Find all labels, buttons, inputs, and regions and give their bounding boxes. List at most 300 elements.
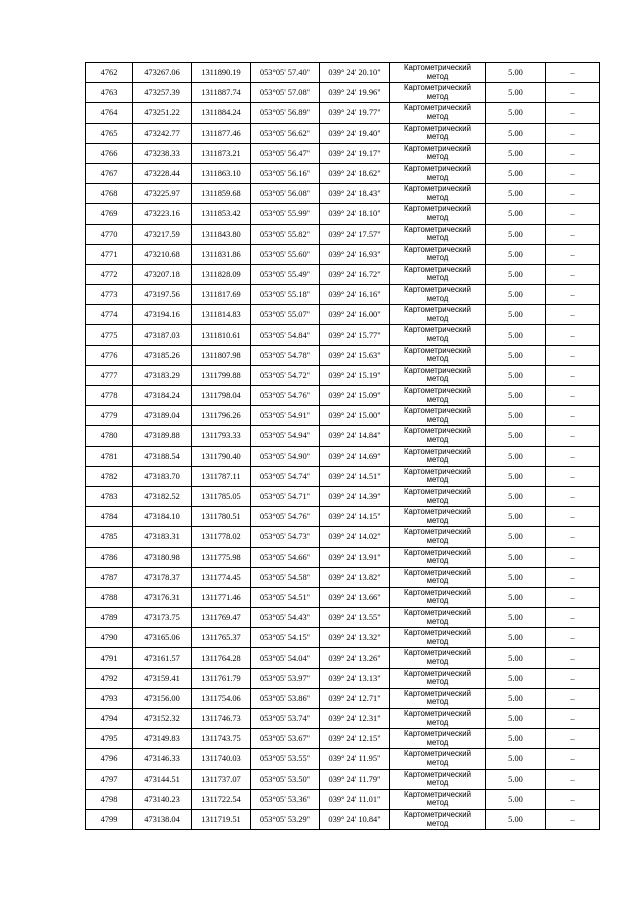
accuracy-cell: 5.00	[486, 386, 546, 406]
accuracy-cell: 5.00	[486, 204, 546, 224]
method-line-2: метод	[426, 71, 449, 81]
accuracy-cell: 5.00	[486, 83, 546, 103]
point-number-cell: 4770	[86, 224, 133, 244]
method-line-2: метод	[426, 192, 449, 202]
latitude-cell: 053°05' 53.29"	[251, 809, 320, 829]
x-coordinate-cell: 473144.51	[133, 769, 192, 789]
x-coordinate-cell: 473159.41	[133, 668, 192, 688]
accuracy-cell: 5.00	[486, 143, 546, 163]
table-row	[86, 244, 600, 264]
point-number-cell: 4774	[86, 305, 133, 325]
table-row	[86, 648, 600, 668]
latitude-cell: 053°05' 54.76"	[251, 507, 320, 527]
method-line-1: Картометрический	[404, 244, 471, 254]
x-coordinate-cell: 473182.52	[133, 486, 192, 506]
y-coordinate-cell: 1311761.79	[192, 668, 251, 688]
x-coordinate-cell: 473197.56	[133, 285, 192, 305]
y-coordinate-cell: 1311859.68	[192, 184, 251, 204]
method-cell	[390, 628, 486, 648]
accuracy-cell: 5.00	[486, 547, 546, 567]
method-line-2: метод	[426, 434, 449, 444]
note-cell: –	[546, 63, 600, 83]
x-coordinate-cell: 473184.24	[133, 386, 192, 406]
accuracy-cell: 5.00	[486, 527, 546, 547]
method-line-1: Картометрический	[404, 184, 471, 194]
method-cell	[390, 386, 486, 406]
x-coordinate-cell: 473176.31	[133, 587, 192, 607]
y-coordinate-cell: 1311814.83	[192, 305, 251, 325]
accuracy-cell: 5.00	[486, 446, 546, 466]
method-line-2: метод	[426, 152, 449, 162]
longitude-cell: 039° 24' 15.00"	[320, 406, 390, 426]
table-row	[86, 446, 600, 466]
y-coordinate-cell: 1311790.40	[192, 446, 251, 466]
note-cell: –	[546, 244, 600, 264]
method-line-2: метод	[426, 778, 449, 788]
longitude-cell: 039° 24' 14.51"	[320, 466, 390, 486]
x-coordinate-cell: 473146.33	[133, 749, 192, 769]
method-line-1: Картометрический	[404, 608, 471, 618]
method-cell	[390, 608, 486, 628]
point-number-cell: 4798	[86, 789, 133, 809]
method-cell	[390, 204, 486, 224]
note-cell: –	[546, 527, 600, 547]
x-coordinate-cell: 473138.04	[133, 809, 192, 829]
latitude-cell: 053°05' 54.71"	[251, 486, 320, 506]
y-coordinate-cell: 1311722.54	[192, 789, 251, 809]
method-cell	[390, 244, 486, 264]
method-cell	[390, 547, 486, 567]
table-row	[86, 466, 600, 486]
note-cell: –	[546, 688, 600, 708]
table-row	[86, 668, 600, 688]
y-coordinate-cell: 1311775.98	[192, 547, 251, 567]
table-row	[86, 729, 600, 749]
method-line-2: метод	[426, 374, 449, 384]
y-coordinate-cell: 1311719.51	[192, 809, 251, 829]
latitude-cell: 053°05' 55.49"	[251, 264, 320, 284]
latitude-cell: 053°05' 54.91"	[251, 406, 320, 426]
longitude-cell: 039° 24' 13.55"	[320, 608, 390, 628]
method-line-2: метод	[426, 475, 449, 485]
method-line-1: Картометрический	[404, 406, 471, 416]
longitude-cell: 039° 24' 16.00"	[320, 305, 390, 325]
y-coordinate-cell: 1311785.05	[192, 486, 251, 506]
method-line-1: Картометрический	[404, 345, 471, 355]
method-cell	[390, 587, 486, 607]
method-cell	[390, 224, 486, 244]
latitude-cell: 053°05' 54.94"	[251, 426, 320, 446]
table-row	[86, 688, 600, 708]
note-cell: –	[546, 325, 600, 345]
accuracy-cell: 5.00	[486, 769, 546, 789]
note-cell: –	[546, 648, 600, 668]
table-row	[86, 789, 600, 809]
table-row	[86, 608, 600, 628]
longitude-cell: 039° 24' 12.31"	[320, 709, 390, 729]
point-number-cell: 4766	[86, 143, 133, 163]
note-cell: –	[546, 709, 600, 729]
table-row	[86, 325, 600, 345]
method-line-2: метод	[426, 576, 449, 586]
method-line-2: метод	[426, 111, 449, 121]
method-line-2: метод	[426, 697, 449, 707]
table-row	[86, 305, 600, 325]
latitude-cell: 053°05' 54.73"	[251, 527, 320, 547]
point-number-cell: 4778	[86, 386, 133, 406]
accuracy-cell: 5.00	[486, 264, 546, 284]
method-cell	[390, 648, 486, 668]
point-number-cell: 4763	[86, 83, 133, 103]
y-coordinate-cell: 1311831.86	[192, 244, 251, 264]
x-coordinate-cell: 473189.88	[133, 426, 192, 446]
method-cell	[390, 305, 486, 325]
latitude-cell: 053°05' 57.40"	[251, 63, 320, 83]
method-line-1: Картометрический	[404, 668, 471, 678]
x-coordinate-cell: 473228.44	[133, 163, 192, 183]
method-line-2: метод	[426, 798, 449, 808]
method-line-2: метод	[426, 212, 449, 222]
point-number-cell: 4786	[86, 547, 133, 567]
method-line-1: Картометрический	[404, 507, 471, 517]
table-row	[86, 365, 600, 385]
accuracy-cell: 5.00	[486, 809, 546, 829]
method-cell	[390, 668, 486, 688]
y-coordinate-cell: 1311774.45	[192, 567, 251, 587]
x-coordinate-cell: 473223.16	[133, 204, 192, 224]
accuracy-cell: 5.00	[486, 749, 546, 769]
point-number-cell: 4772	[86, 264, 133, 284]
accuracy-cell: 5.00	[486, 789, 546, 809]
method-line-2: метод	[426, 677, 449, 687]
table-row	[86, 527, 600, 547]
note-cell: –	[546, 547, 600, 567]
method-line-2: метод	[426, 394, 449, 404]
method-line-2: метод	[426, 737, 449, 747]
note-cell: –	[546, 163, 600, 183]
method-line-2: метод	[426, 757, 449, 767]
method-cell	[390, 406, 486, 426]
longitude-cell: 039° 24' 13.91"	[320, 547, 390, 567]
method-cell	[390, 325, 486, 345]
accuracy-cell: 5.00	[486, 567, 546, 587]
method-line-1: Картометрический	[404, 769, 471, 779]
method-line-1: Картометрический	[404, 143, 471, 153]
method-cell	[390, 345, 486, 365]
method-cell	[390, 264, 486, 284]
point-number-cell: 4773	[86, 285, 133, 305]
y-coordinate-cell: 1311737.07	[192, 769, 251, 789]
table-row	[86, 103, 600, 123]
latitude-cell: 053°05' 54.58"	[251, 567, 320, 587]
method-line-1: Картометрический	[404, 63, 471, 72]
accuracy-cell: 5.00	[486, 688, 546, 708]
y-coordinate-cell: 1311796.26	[192, 406, 251, 426]
table-row	[86, 204, 600, 224]
method-cell	[390, 769, 486, 789]
method-line-2: метод	[426, 233, 449, 243]
accuracy-cell: 5.00	[486, 224, 546, 244]
y-coordinate-cell: 1311778.02	[192, 527, 251, 547]
method-cell	[390, 729, 486, 749]
method-cell	[390, 83, 486, 103]
method-line-2: метод	[426, 91, 449, 101]
method-cell	[390, 749, 486, 769]
latitude-cell: 053°05' 55.60"	[251, 244, 320, 264]
y-coordinate-cell: 1311877.46	[192, 123, 251, 143]
y-coordinate-cell: 1311746.73	[192, 709, 251, 729]
method-line-1: Картометрический	[404, 325, 471, 335]
table-row	[86, 264, 600, 284]
latitude-cell: 053°05' 53.74"	[251, 709, 320, 729]
note-cell: –	[546, 123, 600, 143]
y-coordinate-cell: 1311887.74	[192, 83, 251, 103]
method-line-1: Картометрический	[404, 426, 471, 436]
point-number-cell: 4783	[86, 486, 133, 506]
y-coordinate-cell: 1311853.42	[192, 204, 251, 224]
method-line-2: метод	[426, 596, 449, 606]
method-line-1: Картометрический	[404, 648, 471, 658]
table-row	[86, 285, 600, 305]
point-number-cell: 4797	[86, 769, 133, 789]
method-line-2: метод	[426, 636, 449, 646]
table-row	[86, 809, 600, 829]
accuracy-cell: 5.00	[486, 365, 546, 385]
longitude-cell: 039° 24' 14.39"	[320, 486, 390, 506]
x-coordinate-cell: 473242.77	[133, 123, 192, 143]
method-cell	[390, 688, 486, 708]
x-coordinate-cell: 473251.22	[133, 103, 192, 123]
y-coordinate-cell: 1311873.21	[192, 143, 251, 163]
longitude-cell: 039° 24' 11.79"	[320, 769, 390, 789]
longitude-cell: 039° 24' 15.77"	[320, 325, 390, 345]
x-coordinate-cell: 473165.06	[133, 628, 192, 648]
table-row	[86, 345, 600, 365]
longitude-cell: 039° 24' 20.10"	[320, 63, 390, 83]
latitude-cell: 053°05' 56.62"	[251, 123, 320, 143]
method-line-2: метод	[426, 818, 449, 828]
point-number-cell: 4769	[86, 204, 133, 224]
point-number-cell: 4768	[86, 184, 133, 204]
longitude-cell: 039° 24' 13.26"	[320, 648, 390, 668]
method-cell	[390, 809, 486, 829]
table-row	[86, 123, 600, 143]
accuracy-cell: 5.00	[486, 608, 546, 628]
note-cell: –	[546, 184, 600, 204]
longitude-cell: 039° 24' 16.93"	[320, 244, 390, 264]
table-row	[86, 63, 600, 83]
note-cell: –	[546, 103, 600, 123]
point-number-cell: 4782	[86, 466, 133, 486]
longitude-cell: 039° 24' 18.62"	[320, 163, 390, 183]
latitude-cell: 053°05' 54.74"	[251, 466, 320, 486]
accuracy-cell: 5.00	[486, 325, 546, 345]
longitude-cell: 039° 24' 14.15"	[320, 507, 390, 527]
table-row	[86, 567, 600, 587]
method-cell	[390, 446, 486, 466]
table-row	[86, 507, 600, 527]
point-number-cell: 4796	[86, 749, 133, 769]
note-cell: –	[546, 426, 600, 446]
x-coordinate-cell: 473238.33	[133, 143, 192, 163]
method-line-2: метод	[426, 293, 449, 303]
point-number-cell: 4767	[86, 163, 133, 183]
longitude-cell: 039° 24' 19.96"	[320, 83, 390, 103]
x-coordinate-cell: 473188.54	[133, 446, 192, 466]
method-cell	[390, 426, 486, 446]
latitude-cell: 053°05' 54.78"	[251, 345, 320, 365]
method-line-1: Картометрический	[404, 466, 471, 476]
accuracy-cell: 5.00	[486, 103, 546, 123]
note-cell: –	[546, 749, 600, 769]
latitude-cell: 053°05' 57.08"	[251, 83, 320, 103]
note-cell: –	[546, 809, 600, 829]
y-coordinate-cell: 1311799.88	[192, 365, 251, 385]
point-number-cell: 4791	[86, 648, 133, 668]
longitude-cell: 039° 24' 13.82"	[320, 567, 390, 587]
method-line-2: метод	[426, 414, 449, 424]
method-cell	[390, 365, 486, 385]
y-coordinate-cell: 1311771.46	[192, 587, 251, 607]
method-line-1: Картометрический	[404, 749, 471, 759]
note-cell: –	[546, 83, 600, 103]
accuracy-cell: 5.00	[486, 507, 546, 527]
accuracy-cell: 5.00	[486, 628, 546, 648]
point-number-cell: 4792	[86, 668, 133, 688]
x-coordinate-cell: 473156.00	[133, 688, 192, 708]
accuracy-cell: 5.00	[486, 587, 546, 607]
table-row	[86, 547, 600, 567]
x-coordinate-cell: 473183.29	[133, 365, 192, 385]
x-coordinate-cell: 473149.83	[133, 729, 192, 749]
note-cell: –	[546, 769, 600, 789]
x-coordinate-cell: 473225.97	[133, 184, 192, 204]
accuracy-cell: 5.00	[486, 709, 546, 729]
point-number-cell: 4765	[86, 123, 133, 143]
longitude-cell: 039° 24' 13.32"	[320, 628, 390, 648]
method-line-2: метод	[426, 334, 449, 344]
accuracy-cell: 5.00	[486, 648, 546, 668]
longitude-cell: 039° 24' 19.77"	[320, 103, 390, 123]
method-cell	[390, 507, 486, 527]
latitude-cell: 053°05' 54.43"	[251, 608, 320, 628]
method-line-2: метод	[426, 253, 449, 263]
accuracy-cell: 5.00	[486, 729, 546, 749]
longitude-cell: 039° 24' 14.84"	[320, 426, 390, 446]
latitude-cell: 053°05' 55.82"	[251, 224, 320, 244]
latitude-cell: 053°05' 54.90"	[251, 446, 320, 466]
longitude-cell: 039° 24' 15.09"	[320, 386, 390, 406]
table-row	[86, 486, 600, 506]
method-line-1: Картометрический	[404, 446, 471, 456]
point-number-cell: 4775	[86, 325, 133, 345]
point-number-cell: 4784	[86, 507, 133, 527]
note-cell: –	[546, 729, 600, 749]
note-cell: –	[546, 406, 600, 426]
x-coordinate-cell: 473185.26	[133, 345, 192, 365]
method-line-2: метод	[426, 172, 449, 182]
longitude-cell: 039° 24' 17.57"	[320, 224, 390, 244]
method-line-1: Картометрический	[404, 809, 471, 819]
method-line-1: Картометрический	[404, 365, 471, 375]
method-line-2: метод	[426, 616, 449, 626]
table-row	[86, 769, 600, 789]
note-cell: –	[546, 285, 600, 305]
table-row	[86, 628, 600, 648]
method-line-1: Картометрический	[404, 285, 471, 295]
accuracy-cell: 5.00	[486, 244, 546, 264]
table-row	[86, 83, 600, 103]
y-coordinate-cell: 1311754.06	[192, 688, 251, 708]
method-line-1: Картометрический	[404, 204, 471, 214]
note-cell: –	[546, 789, 600, 809]
method-line-1: Картометрический	[404, 486, 471, 496]
latitude-cell: 053°05' 53.86"	[251, 688, 320, 708]
longitude-cell: 039° 24' 13.66"	[320, 587, 390, 607]
latitude-cell: 053°05' 53.97"	[251, 668, 320, 688]
longitude-cell: 039° 24' 10.84"	[320, 809, 390, 829]
table-row	[86, 426, 600, 446]
y-coordinate-cell: 1311817.69	[192, 285, 251, 305]
note-cell: –	[546, 507, 600, 527]
longitude-cell: 039° 24' 11.01"	[320, 789, 390, 809]
longitude-cell: 039° 24' 18.43"	[320, 184, 390, 204]
longitude-cell: 039° 24' 14.69"	[320, 446, 390, 466]
point-number-cell: 4794	[86, 709, 133, 729]
method-line-1: Картометрический	[404, 123, 471, 133]
table-row	[86, 163, 600, 183]
latitude-cell: 053°05' 54.66"	[251, 547, 320, 567]
latitude-cell: 053°05' 54.04"	[251, 648, 320, 668]
longitude-cell: 039° 24' 14.02"	[320, 527, 390, 547]
accuracy-cell: 5.00	[486, 668, 546, 688]
note-cell: –	[546, 204, 600, 224]
method-cell	[390, 143, 486, 163]
x-coordinate-cell: 473210.68	[133, 244, 192, 264]
method-line-1: Картометрический	[404, 224, 471, 234]
x-coordinate-cell: 473152.32	[133, 709, 192, 729]
latitude-cell: 053°05' 55.07"	[251, 305, 320, 325]
table-row	[86, 749, 600, 769]
longitude-cell: 039° 24' 12.15"	[320, 729, 390, 749]
x-coordinate-cell: 473189.04	[133, 406, 192, 426]
method-line-2: метод	[426, 717, 449, 727]
point-number-cell: 4795	[86, 729, 133, 749]
latitude-cell: 053°05' 53.67"	[251, 729, 320, 749]
note-cell: –	[546, 466, 600, 486]
latitude-cell: 053°05' 53.55"	[251, 749, 320, 769]
y-coordinate-cell: 1311828.09	[192, 264, 251, 284]
longitude-cell: 039° 24' 12.71"	[320, 688, 390, 708]
method-cell	[390, 285, 486, 305]
method-cell	[390, 567, 486, 587]
method-line-1: Картометрический	[404, 688, 471, 698]
method-line-1: Картометрический	[404, 386, 471, 395]
method-cell	[390, 63, 486, 83]
latitude-cell: 053°05' 56.08"	[251, 184, 320, 204]
x-coordinate-cell: 473217.59	[133, 224, 192, 244]
point-number-cell: 4788	[86, 587, 133, 607]
method-cell	[390, 184, 486, 204]
y-coordinate-cell: 1311843.80	[192, 224, 251, 244]
x-coordinate-cell: 473207.18	[133, 264, 192, 284]
x-coordinate-cell: 473140.23	[133, 789, 192, 809]
note-cell: –	[546, 567, 600, 587]
method-line-1: Картометрический	[404, 103, 471, 113]
method-cell	[390, 103, 486, 123]
latitude-cell: 053°05' 54.84"	[251, 325, 320, 345]
method-line-2: метод	[426, 273, 449, 283]
